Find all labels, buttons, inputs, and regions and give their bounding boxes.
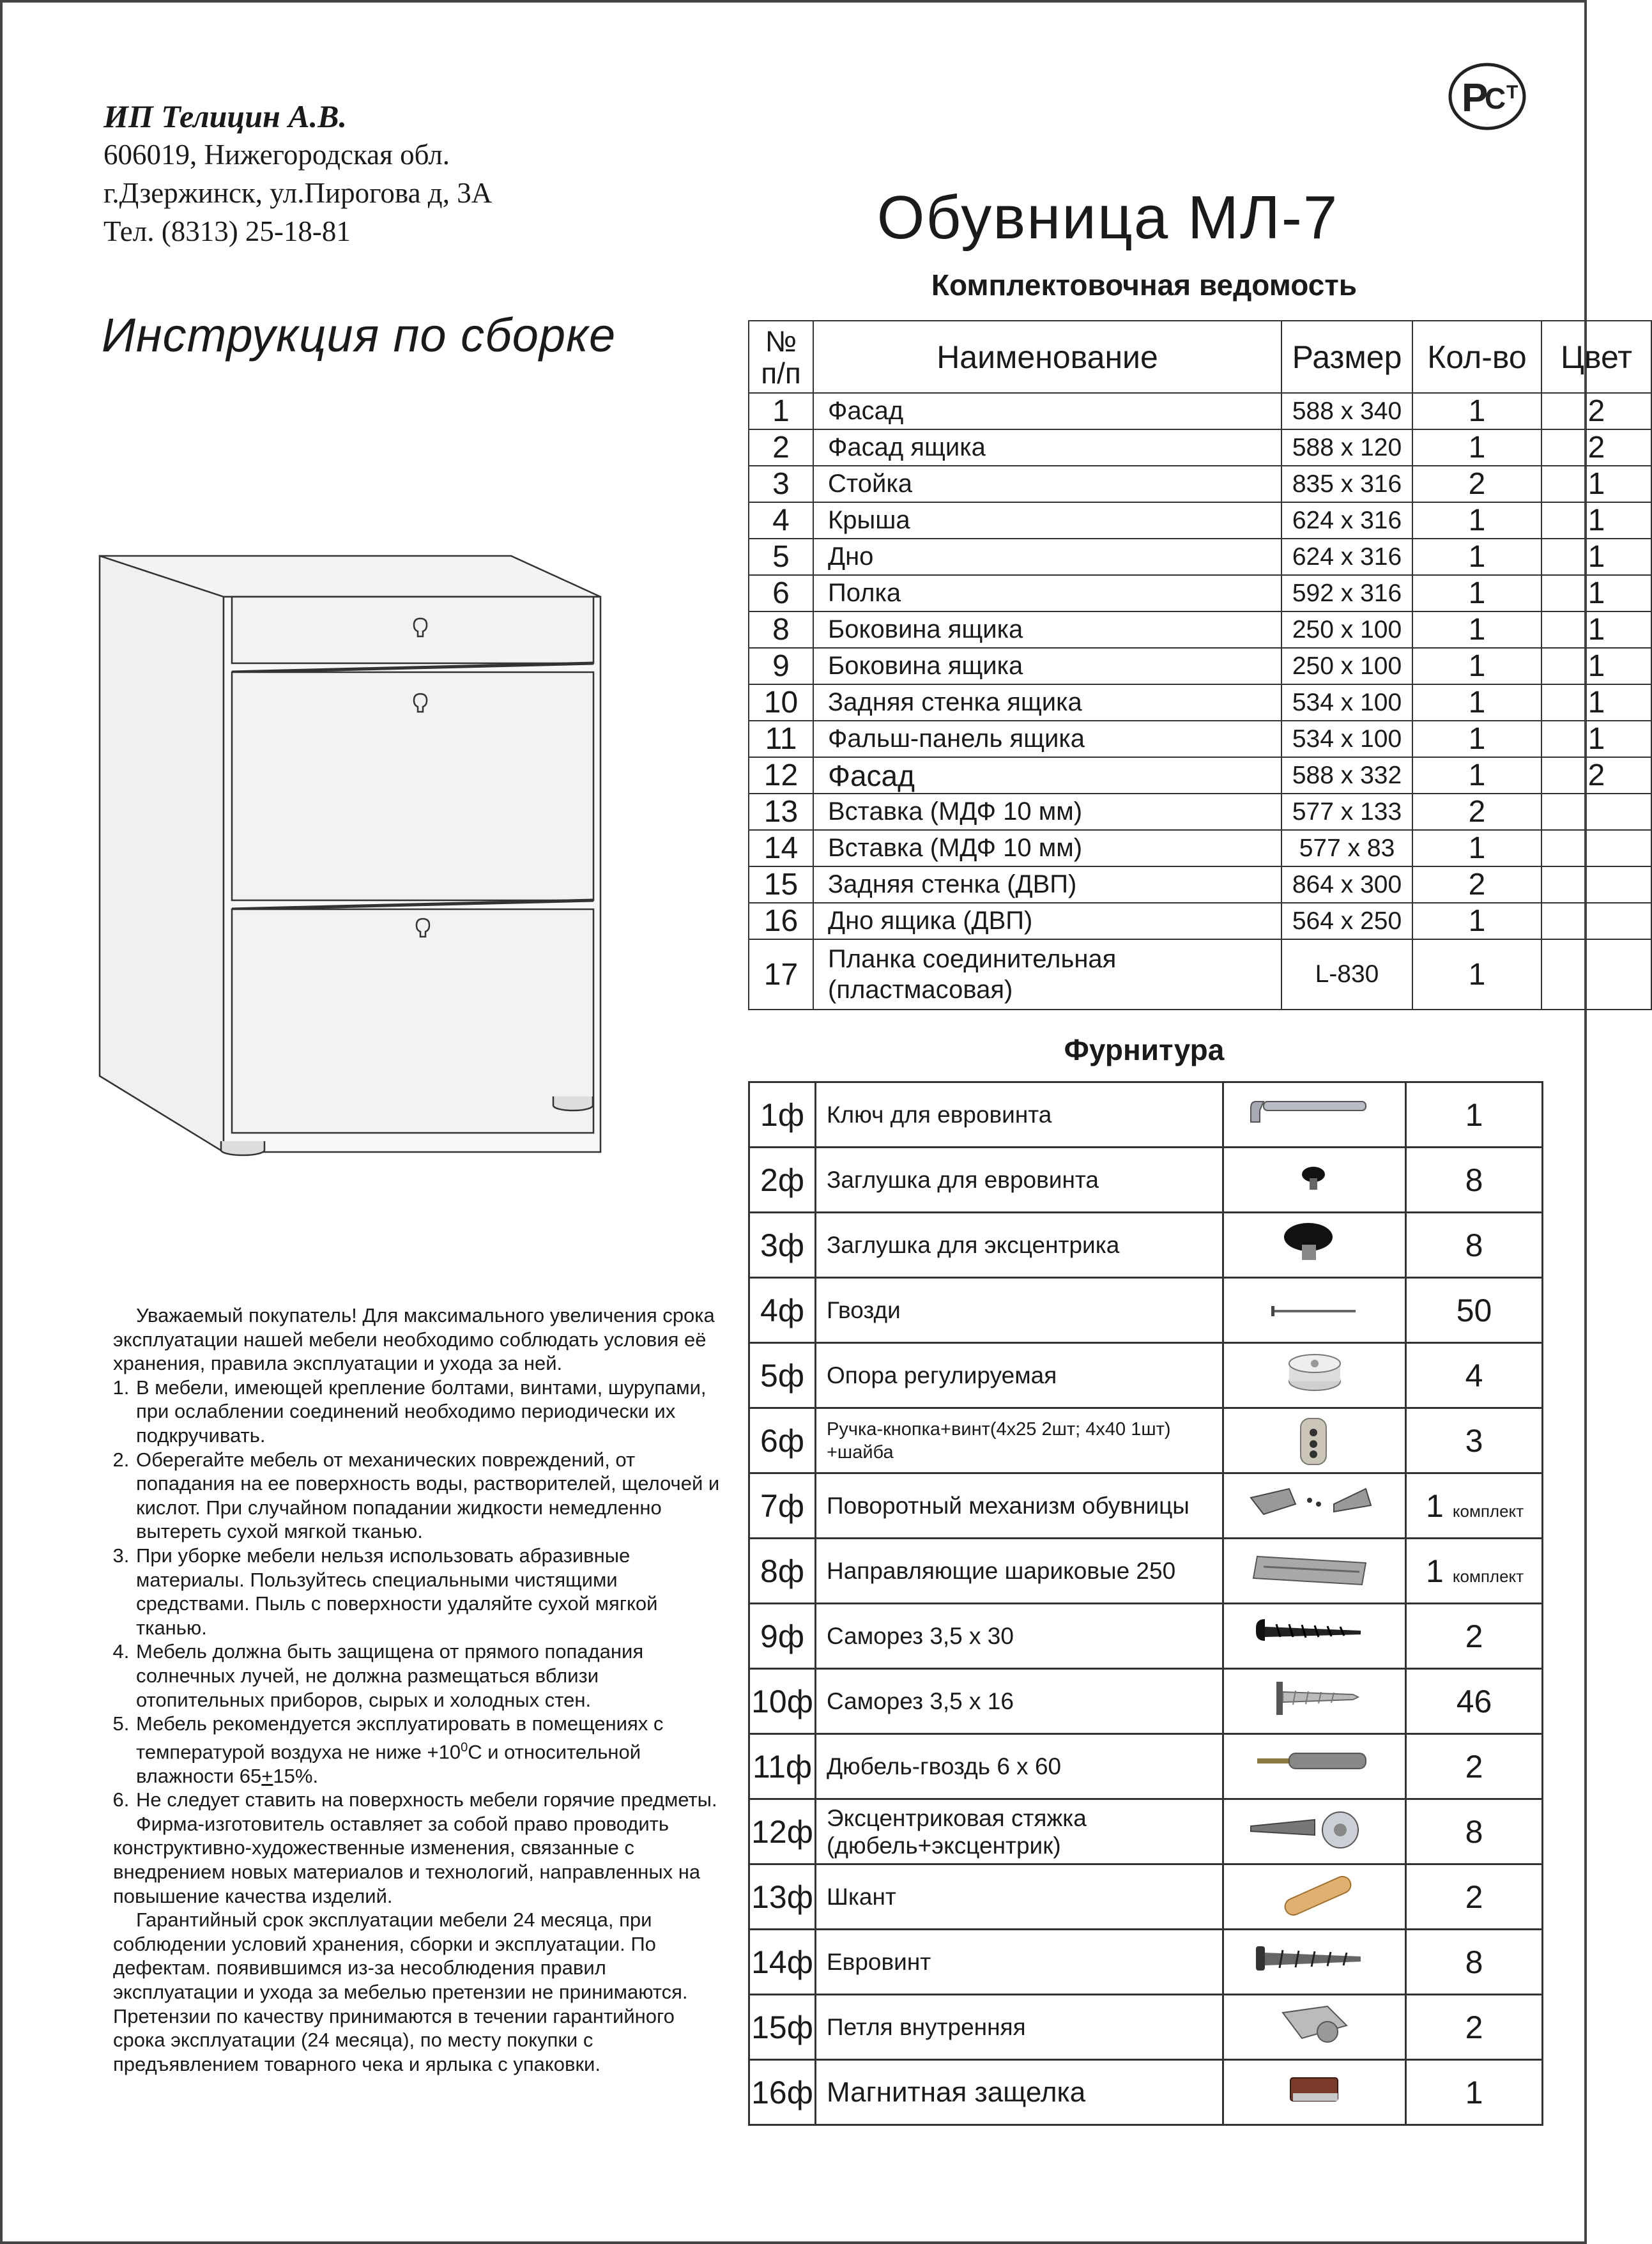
part-color: 1 — [1541, 721, 1651, 757]
hardware-qty-cell — [1406, 1864, 1543, 1930]
part-qty: 1 — [1412, 539, 1541, 575]
hardware-qty: 50 — [1456, 1292, 1492, 1328]
part-number: 6 — [749, 575, 813, 611]
hardware-row — [749, 1734, 1543, 1799]
part-qty: 1 — [1412, 648, 1541, 684]
notes-intro: Уважаемый покупатель! Для максимального увеличения срока эксплуатации нашей мебели необходимо соблюдать условия её хранения, правила эксплуатации и ухода за ней. — [113, 1304, 715, 1375]
hardware-qty: 8 — [1465, 1813, 1483, 1850]
hardware-number: 11ф — [749, 1734, 816, 1799]
cap-icon — [1238, 1218, 1391, 1269]
part-color: 2 — [1541, 429, 1651, 466]
part-number: 12 — [749, 757, 813, 794]
hardware-row — [749, 1278, 1543, 1343]
part-qty: 1 — [1412, 611, 1541, 648]
hardware-number: 10ф — [749, 1669, 816, 1734]
hardware-qty: 2 — [1465, 2009, 1483, 2045]
hardware-row — [749, 1408, 1543, 1473]
hardware-number: 13ф — [749, 1864, 816, 1930]
care-rules-list — [113, 1376, 720, 1812]
part-number: 1 — [749, 393, 813, 429]
part-size: 588 х 120 — [1281, 429, 1412, 466]
part-name: Дно — [813, 539, 1281, 575]
parts-row — [749, 830, 1651, 866]
hardware-row — [749, 1148, 1543, 1213]
hardware-name-line2: +шайба — [827, 1441, 894, 1463]
ball-slide-icon — [1238, 1544, 1391, 1595]
hardware-qty: 8 — [1465, 1944, 1483, 1980]
hardware-name: Магнитная защелка — [816, 2060, 1223, 2125]
hardware-image-cell — [1223, 1278, 1406, 1343]
part-name: Вставка (МДФ 10 мм) — [813, 794, 1281, 830]
hardware-qty: 2 — [1465, 1879, 1483, 1915]
part-size: L-830 — [1281, 939, 1412, 1010]
part-qty: 1 — [1412, 757, 1541, 794]
product-title: Обувница МЛ-7 — [876, 183, 1339, 252]
care-notes — [113, 1303, 720, 2076]
hardware-name: Шкант — [816, 1864, 1223, 1930]
part-qty: 1 — [1412, 575, 1541, 611]
hardware-name: Петля внутренняя — [816, 1995, 1223, 2060]
hardware-image-cell — [1223, 1995, 1406, 2060]
hardware-row — [749, 1995, 1543, 2060]
header-size: Размер — [1281, 321, 1412, 393]
hardware-image-cell — [1223, 1343, 1406, 1408]
hardware-qty-cell — [1406, 1408, 1543, 1473]
hardware-number: 3ф — [749, 1213, 816, 1278]
hardware-qty: 1 — [1465, 2074, 1483, 2110]
parts-row — [749, 939, 1651, 1010]
part-color — [1541, 866, 1651, 903]
part-number: 5 — [749, 539, 813, 575]
parts-row — [749, 903, 1651, 939]
hardware-name — [816, 1799, 1223, 1864]
dowel-nail-icon — [1238, 1739, 1391, 1790]
hardware-table — [748, 1081, 1543, 2126]
part-number: 17 — [749, 939, 813, 1010]
hardware-qty-cell — [1406, 1995, 1543, 2060]
svg-text:Т: Т — [1506, 82, 1518, 103]
care-rule-4: 4. Мебель должна быть защищена от прямого попадания солнечных лучей, не должна размещаться вблизи отопительных приборов, сырых и холодных стен. — [135, 1640, 720, 1712]
hardware-number: 16ф — [749, 2060, 816, 2125]
hardware-qty-cell — [1406, 1213, 1543, 1278]
hardware-qty: 1 — [1465, 1096, 1483, 1133]
part-name: Задняя стенка ящика — [813, 684, 1281, 721]
hardware-qty: 8 — [1465, 1162, 1483, 1198]
part-qty: 1 — [1412, 939, 1541, 1010]
hardware-name: Дюбель-гвоздь 6 х 60 — [816, 1734, 1223, 1799]
hardware-number: 7ф — [749, 1473, 816, 1539]
care-rule-6: 6. Не следует ставить на поверхность мебели горячие предметы. — [135, 1788, 720, 1812]
header-name: Наименование — [813, 321, 1281, 393]
magnetic-latch-icon — [1238, 2065, 1391, 2116]
part-color: 1 — [1541, 539, 1651, 575]
hardware-name: Поворотный механизм обувницы — [816, 1473, 1223, 1539]
notes-warranty: Гарантийный срок эксплуатации мебели 24 месяца, при соблюдении условий хранения, сборки и эксплуатации. По дефектам. появившимся из-за несоблюдения правил эксплуатации и ухода за мебелью претензии не принимаются. Претензии по качеству принимаются в течении гарантийного срока эксплуатации (24 месяца), по месту покупки с предъявлением товарного чека и ярлыка с упаковки. — [113, 1909, 688, 2075]
hardware-number: 2ф — [749, 1148, 816, 1213]
wood-dowel-icon — [1238, 1870, 1391, 1921]
knob-handle-icon — [1238, 1413, 1391, 1464]
hardware-qty: 2 — [1465, 1748, 1483, 1785]
hardware-image-cell — [1223, 1799, 1406, 1864]
part-qty: 1 — [1412, 393, 1541, 429]
hardware-row — [749, 1539, 1543, 1604]
parts-table — [748, 320, 1652, 1010]
hardware-unit: комплект — [1452, 1501, 1524, 1521]
hardware-row — [749, 1799, 1543, 1864]
hardware-qty-cell — [1406, 1604, 1543, 1669]
hardware-row — [749, 1669, 1543, 1734]
part-number: 8 — [749, 611, 813, 648]
part-number: 16 — [749, 903, 813, 939]
spec-title: Комплектовочная ведомость — [931, 268, 1358, 302]
hardware-qty-cell — [1406, 1343, 1543, 1408]
hardware-qty-cell — [1406, 1278, 1543, 1343]
part-name: Боковина ящика — [813, 611, 1281, 648]
part-size: 577 х 83 — [1281, 830, 1412, 866]
parts-header-row — [749, 321, 1651, 393]
hardware-image-cell — [1223, 1473, 1406, 1539]
header-num: № п/п — [749, 321, 813, 393]
hardware-title: Фурнитура — [1064, 1033, 1225, 1066]
part-number: 14 — [749, 830, 813, 866]
part-size: 835 х 316 — [1281, 466, 1412, 502]
part-name: Полка — [813, 575, 1281, 611]
hardware-qty: 1 — [1426, 1487, 1444, 1524]
part-qty: 2 — [1412, 866, 1541, 903]
adjustable-foot-icon — [1238, 1348, 1391, 1399]
cam-lock-icon — [1238, 1804, 1391, 1856]
part-color: 2 — [1541, 393, 1651, 429]
hardware-row — [749, 1343, 1543, 1408]
part-number: 4 — [749, 502, 813, 539]
hardware-number: 1ф — [749, 1082, 816, 1148]
hardware-number: 9ф — [749, 1604, 816, 1669]
hardware-unit: комплект — [1452, 1566, 1524, 1586]
part-qty: 1 — [1412, 721, 1541, 757]
hardware-image-cell — [1223, 1864, 1406, 1930]
part-size: 534 х 100 — [1281, 721, 1412, 757]
company-block — [103, 97, 678, 250]
parts-row — [749, 466, 1651, 502]
part-qty: 2 — [1412, 466, 1541, 502]
hardware-qty: 8 — [1465, 1227, 1483, 1263]
part-qty: 1 — [1412, 830, 1541, 866]
part-size: 588 х 332 — [1281, 757, 1412, 794]
care-rule-5: 5. Мебель рекомендуется эксплуатировать в помещениях с температурой воздуха не ниже $+10^0С$ и относительной влажности 65+15%. — [135, 1712, 720, 1788]
part-size: 577 х 133 — [1281, 794, 1412, 830]
hardware-name: Опора регулируемая — [816, 1343, 1223, 1408]
hardware-qty: 4 — [1465, 1357, 1483, 1394]
part-size: 250 х 100 — [1281, 611, 1412, 648]
parts-row — [749, 866, 1651, 903]
care-rule-1: 1. В мебели, имеющей крепление болтами, винтами, шурупами, при ослаблении соединений необходимо периодически их подкручивать. — [135, 1376, 720, 1448]
hardware-row — [749, 1930, 1543, 1995]
hardware-qty-cell — [1406, 1734, 1543, 1799]
hex-key-icon — [1238, 1087, 1391, 1139]
part-number: 11 — [749, 721, 813, 757]
hardware-number: 4ф — [749, 1278, 816, 1343]
hardware-qty-cell — [1406, 1539, 1543, 1604]
part-size: 588 х 340 — [1281, 393, 1412, 429]
part-color — [1541, 903, 1651, 939]
hardware-row — [749, 1604, 1543, 1669]
hardware-qty-cell — [1406, 2060, 1543, 2125]
part-number: 15 — [749, 866, 813, 903]
hardware-image-cell — [1223, 1604, 1406, 1669]
hardware-qty-cell — [1406, 1799, 1543, 1864]
part-name: Боковина ящика — [813, 648, 1281, 684]
parts-row — [749, 575, 1651, 611]
hinge-icon — [1238, 2000, 1391, 2051]
assembly-instructions-title: Инструкция по сборке — [102, 309, 616, 362]
hardware-name: Направляющие шариковые 250 — [816, 1539, 1223, 1604]
part-name: Фальш-панель ящика — [813, 721, 1281, 757]
hardware-qty: 3 — [1465, 1422, 1483, 1459]
part-color: 1 — [1541, 611, 1651, 648]
part-color: 2 — [1541, 757, 1651, 794]
part-number: 13 — [749, 794, 813, 830]
hardware-number: 8ф — [749, 1539, 816, 1604]
part-name: Задняя стенка (ДВП) — [813, 866, 1281, 903]
part-size: 624 х 316 — [1281, 539, 1412, 575]
part-size: 534 х 100 — [1281, 684, 1412, 721]
long-screw-icon — [1238, 1609, 1391, 1660]
part-name-line1: Планка соединительная — [828, 945, 1117, 973]
part-color — [1541, 939, 1651, 1010]
part-number: 9 — [749, 648, 813, 684]
hardware-number: 14ф — [749, 1930, 816, 1995]
part-name: Фасад — [813, 757, 1281, 794]
hardware-number: 15ф — [749, 1995, 816, 2060]
part-name — [813, 939, 1281, 1010]
hardware-number: 6ф — [749, 1408, 816, 1473]
notes-rights: Фирма-изготовитель оставляет за собой право проводить конструктивно-художественные изменения, связанные с внедрением новых материалов и технологий, направленных на повышение качества изделий. — [113, 1812, 701, 1907]
company-address-line1: 606019, Нижегородская обл. — [103, 139, 450, 171]
hardware-qty: 2 — [1465, 1618, 1483, 1654]
parts-row — [749, 721, 1651, 757]
hardware-qty-cell — [1406, 1473, 1543, 1539]
shoe-cabinet-drawing — [96, 542, 607, 1162]
part-qty: 1 — [1412, 429, 1541, 466]
hardware-number: 5ф — [749, 1343, 816, 1408]
part-name: Крыша — [813, 502, 1281, 539]
part-qty: 2 — [1412, 794, 1541, 830]
hardware-qty-cell — [1406, 1669, 1543, 1734]
part-name: Вставка (МДФ 10 мм) — [813, 830, 1281, 866]
small-cap-icon — [1238, 1153, 1391, 1204]
part-size: 864 х 300 — [1281, 866, 1412, 903]
part-number: 2 — [749, 429, 813, 466]
hardware-row — [749, 1473, 1543, 1539]
hardware-image-cell — [1223, 1669, 1406, 1734]
hardware-name — [816, 1408, 1223, 1473]
hardware-image-cell — [1223, 1408, 1406, 1473]
part-name: Фасад ящика — [813, 429, 1281, 466]
hardware-name: Заглушка для эксцентрика — [816, 1213, 1223, 1278]
part-color: 1 — [1541, 502, 1651, 539]
hardware-row — [749, 1082, 1543, 1148]
part-color: 1 — [1541, 684, 1651, 721]
certification-mark-icon — [1448, 61, 1532, 132]
part-size: 564 х 250 — [1281, 903, 1412, 939]
parts-row — [749, 794, 1651, 830]
euroscrew-icon — [1238, 1935, 1391, 1986]
company-phone: Тел. (8313) 25-18-81 — [103, 215, 351, 247]
hardware-qty: 46 — [1456, 1683, 1492, 1719]
svg-text:Р: Р — [1462, 76, 1488, 120]
parts-row — [749, 648, 1651, 684]
part-name: Фасад — [813, 393, 1281, 429]
care-rule-2: 2. Оберегайте мебель от механических повреждений, от попадания на ее поверхность воды, растворителей, щелочей и кислот. При случайном попадании жидкости немедленно вытереть сухой мягкой тканью. — [135, 1448, 720, 1544]
hardware-qty-cell — [1406, 1148, 1543, 1213]
part-name: Стойка — [813, 466, 1281, 502]
part-color: 1 — [1541, 466, 1651, 502]
hardware-name: Евровинт — [816, 1930, 1223, 1995]
hardware-name: Ключ для евровинта — [816, 1082, 1223, 1148]
hardware-name: Саморез 3,5 х 30 — [816, 1604, 1223, 1669]
hardware-qty-cell — [1406, 1930, 1543, 1995]
hardware-row — [749, 1864, 1543, 1930]
hardware-name-line2: (дюбель+эксцентрик) — [827, 1832, 1061, 1859]
parts-row — [749, 429, 1651, 466]
hardware-image-cell — [1223, 1148, 1406, 1213]
hardware-number: 12ф — [749, 1799, 816, 1864]
svg-text:С: С — [1485, 82, 1506, 115]
part-size: 624 х 316 — [1281, 502, 1412, 539]
part-size: 592 х 316 — [1281, 575, 1412, 611]
parts-row — [749, 684, 1651, 721]
part-number: 3 — [749, 466, 813, 502]
parts-row — [749, 539, 1651, 575]
hardware-image-cell — [1223, 1930, 1406, 1995]
part-name: Дно ящика (ДВП) — [813, 903, 1281, 939]
hardware-row — [749, 1213, 1543, 1278]
hardware-image-cell — [1223, 1539, 1406, 1604]
part-color: 1 — [1541, 575, 1651, 611]
part-size: 250 х 100 — [1281, 648, 1412, 684]
parts-row — [749, 611, 1651, 648]
hardware-name: Саморез 3,5 х 16 — [816, 1669, 1223, 1734]
parts-row — [749, 393, 1651, 429]
part-qty: 1 — [1412, 684, 1541, 721]
care-rule-3: 3. При уборке мебели нельзя использовать абразивные материалы. Пользуйтесь специальными чистящими средствами. Пыль с поверхности удаляйте сухой мягкой тканью. — [135, 1544, 720, 1640]
hardware-name: Заглушка для евровинта — [816, 1148, 1223, 1213]
company-address-line2: г.Дзержинск, ул.Пирогова д, 3А — [103, 177, 493, 209]
parts-row — [749, 502, 1651, 539]
pivot-mechanism-icon — [1238, 1479, 1391, 1530]
part-color — [1541, 794, 1651, 830]
hardware-name-line1: Ручка-кнопка+винт(4х25 2шт; 4х40 1шт) — [827, 1418, 1171, 1440]
nail-icon — [1238, 1283, 1391, 1334]
short-screw-icon — [1238, 1674, 1391, 1725]
parts-row — [749, 757, 1651, 794]
hardware-name-line1: Эксцентриковая стяжка — [827, 1804, 1087, 1831]
hardware-image-cell — [1223, 1082, 1406, 1148]
part-number: 10 — [749, 684, 813, 721]
part-qty: 1 — [1412, 903, 1541, 939]
hardware-image-cell — [1223, 2060, 1406, 2125]
header-color: Цвет — [1541, 321, 1651, 393]
hardware-image-cell — [1223, 1734, 1406, 1799]
hardware-qty: 1 — [1426, 1553, 1444, 1589]
part-name-line2: (пластмасовая) — [828, 976, 1013, 1004]
hardware-name: Гвозди — [816, 1278, 1223, 1343]
company-name: ИП Телицин А.В. — [103, 98, 348, 134]
header-qty: Кол-во — [1412, 321, 1541, 393]
part-color: 1 — [1541, 648, 1651, 684]
hardware-row — [749, 2060, 1543, 2125]
part-color — [1541, 830, 1651, 866]
hardware-qty-cell — [1406, 1082, 1543, 1148]
part-qty: 1 — [1412, 502, 1541, 539]
hardware-image-cell — [1223, 1213, 1406, 1278]
